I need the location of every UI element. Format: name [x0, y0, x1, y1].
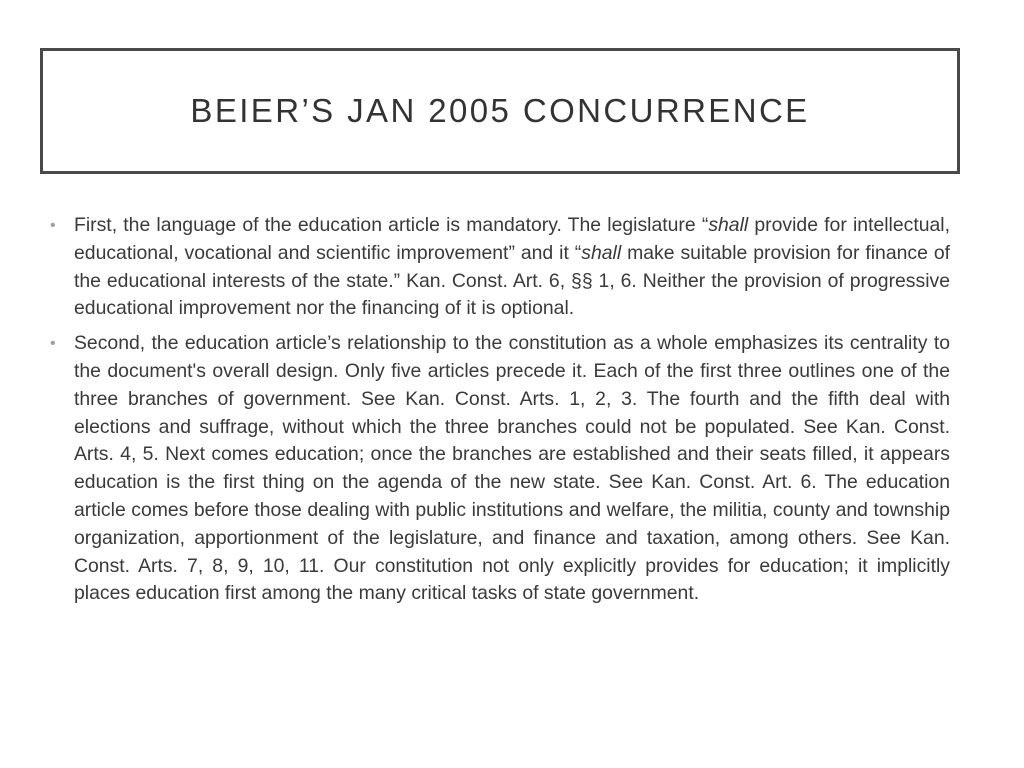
title-box	[40, 48, 960, 174]
bullet-marker: •	[50, 335, 56, 353]
bullet-text-part: First, the language of the education article is mandatory. The legislature “	[74, 214, 709, 236]
slide-body	[44, 212, 950, 615]
bullet-list	[44, 212, 950, 608]
bullet-text: Second, the education article’s relationship to the constitution as a whole emphasizes its centrality to the document's overall design. Only five articles precede it. Each of the first three outlines one of the three branches of government. See Kan. Const. Arts. 1, 2, 3. The fourth and the fifth deal with elections and suffrage, without which the three branches could not be populated. See Kan. Const. Arts. 4, 5. Next comes education; once the branches are established and their seats filled, it appears education is the first thing on the agenda of the new state. See Kan. Const. Art. 6. The education article comes before those dealing with public institutions and welfare, the militia, county and township organization, apportionment of the legislature, and finance and taxation, among others. See Kan. Const. Arts. 7, 8, 9, 10, 11. Our constitution not only explicitly provides for education; it implicitly places education first among the many critical tasks of state government.	[74, 332, 950, 605]
bullet-text-part: provide for intellectual, educational, vocational and scientific improvement” and it “	[74, 214, 950, 264]
emphasis-shall: shall	[708, 214, 749, 236]
bullet-marker: •	[50, 217, 56, 234]
bullet-item-first	[44, 212, 950, 323]
slide-title: BEIER’S JAN 2005 CONCURRENCE	[190, 92, 810, 129]
emphasis-shall: shall	[581, 241, 622, 264]
bullet-item-second	[44, 330, 950, 608]
bullet-text-part: make suitable provision for finance of the educational interests of the state.” Kan. Const. Art. 6, §§ 1, 6. Neither the provision of progressive educational improvement nor the financing of it is optional.	[74, 241, 950, 320]
